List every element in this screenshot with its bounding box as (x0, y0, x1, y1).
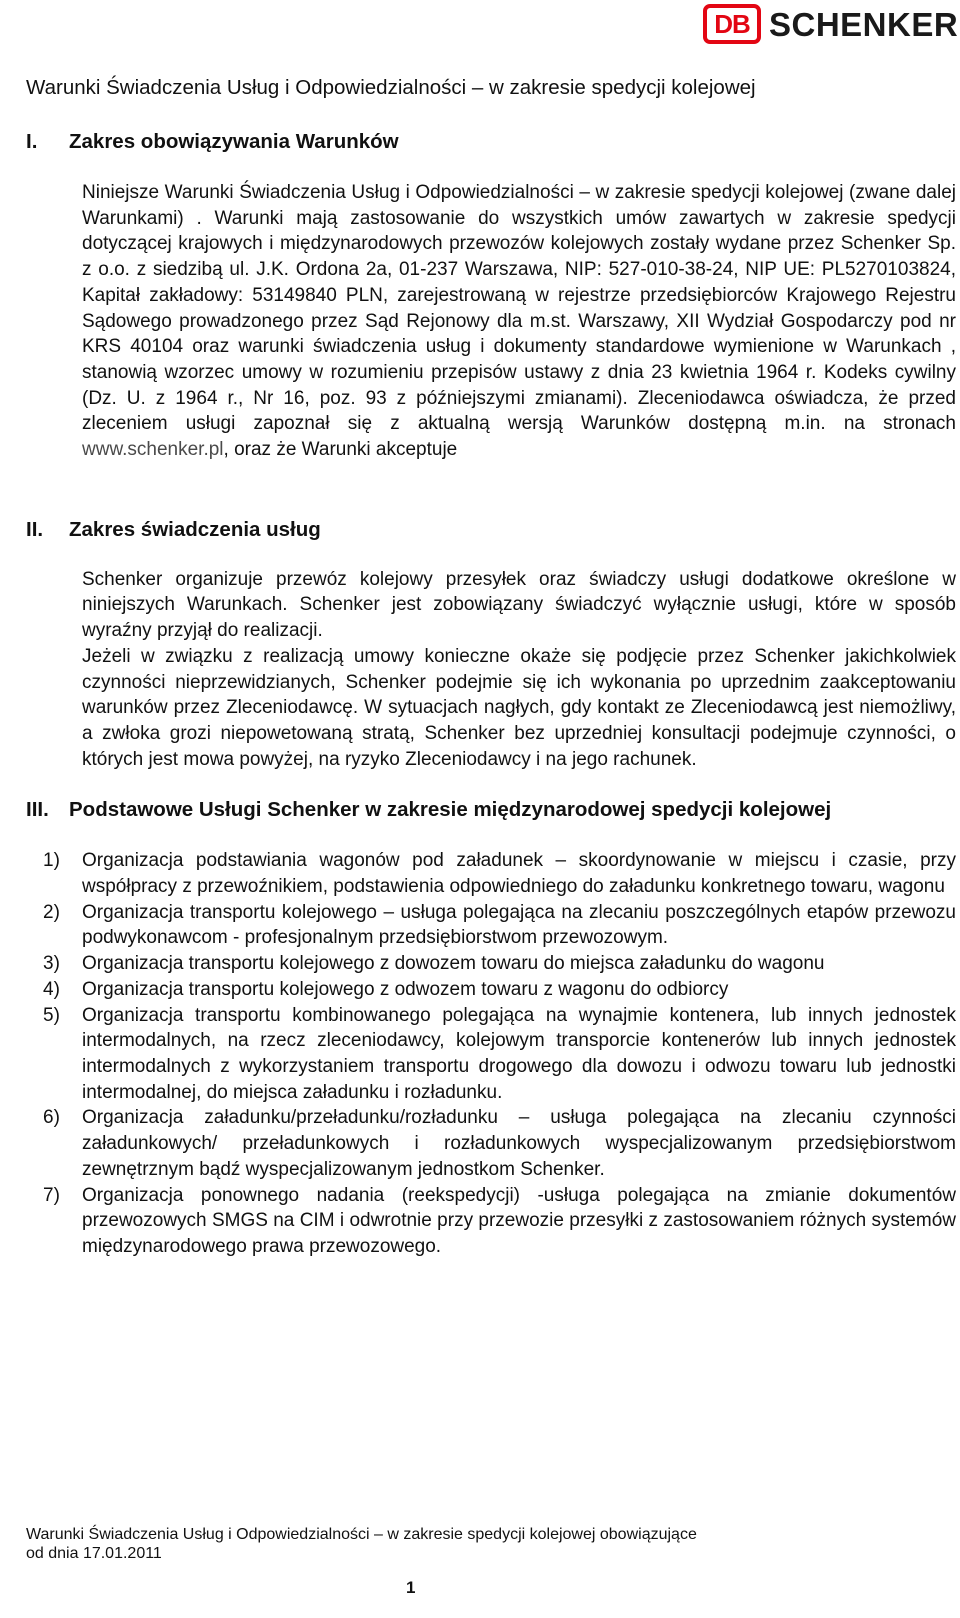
services-list (26, 848, 956, 1259)
db-schenker-logo (703, 2, 958, 46)
list-item-number: 7) (43, 1184, 60, 1206)
document-title: Warunki Świadczenia Usług i Odpowiedzialności – w zakresie spedycji kolejowej (26, 76, 756, 99)
footer-line-1: Warunki Świadczenia Usług i Odpowiedzialności – w zakresie spedycji kolejowej obowiązujące (26, 1526, 697, 1543)
section-3-number: III. (26, 798, 49, 822)
list-item-text: Organizacja transportu kolejowego z odwozem towaru z wagonu do odbiorcy (82, 978, 729, 1000)
list-item (26, 1105, 956, 1182)
section-1-number: I. (26, 130, 38, 153)
list-item (26, 848, 956, 899)
list-item (26, 1003, 956, 1106)
footer-line-2: od dnia 17.01.2011 (26, 1545, 162, 1562)
section-2-number: II. (26, 517, 44, 541)
list-item-text: Organizacja transportu kombinowanego polegająca na wynajmie kontenera, lub innych jednostek intermodalnych, na rzecz zleceniodawcy, kolejowym transporcie kontenerów lub innych jednostek intermodalnych z wykorzystaniem transportu drogowego dla dowozu i odwozu towaru lub jednostki intermodalnej, do miejsca załadunku i rozładunku. (82, 1004, 956, 1103)
page-footer (26, 1525, 846, 1563)
section-3-heading (26, 796, 956, 823)
section-3-title: Podstawowe Usługi Schenker w zakresie międzynarodowej spedycji kolejowej (69, 798, 832, 822)
db-logo-text: DB (714, 9, 750, 39)
section-1-heading (26, 128, 956, 155)
list-item-text: Organizacja transportu kolejowego – usługa polegająca na zlecaniu poszczególnych etapów przewozu podwykonawcom - profesjonalnym przedsiębiorstwom przewozowym. (82, 901, 956, 949)
section-2-paragraph-1: Schenker organizuje przewóz kolejowy przesyłek oraz świadczy usługi dodatkowe określone w niniejszych Warunkach. Schenker jest zobowiązany świadczyć wyłącznie usługi, które w sposób wyraźny przyjął do realizacji. (82, 568, 956, 642)
list-item-number: 3) (43, 953, 60, 975)
list-item-number: 1) (43, 850, 60, 872)
list-item (26, 977, 956, 1003)
list-item-number: 2) (43, 901, 60, 923)
list-item (26, 1183, 956, 1260)
document-body (26, 74, 956, 1260)
list-item-number: 4) (43, 978, 60, 1000)
list-item-text: Organizacja transportu kolejowego z dowozem towaru do miejsca załadunku do wagonu (82, 953, 825, 975)
list-item-text: Organizacja podstawiania wagonów pod załadunek – skoordynowanie w miejscu i czasie, przy współpracy z przewoźnikiem, podstawienia odpowiedniego do załadunku konkretnego towaru, wagonu (82, 850, 956, 898)
schenker-website-link[interactable]: www.schenker.pl (82, 439, 224, 461)
section-2-paragraph-2: Jeżeli w związku z realizacją umowy konieczne okaże się podjęcie przez Schenker jakichkolwiek czynności nieprzewidzianych, Schenker podejmie się ich wykonania po uprzednim zaakceptowaniu warunków przez Zleceniodawcę. W sytuacjach nagłych, gdy kontakt ze Zleceniodawcą jest niemożliwy, a zwłoka grozi niepowetowaną stratą, Schenker bez uprzedniej konsultacji podejmuje czynności, o których jest mowa powyżej, na ryzyko Zleceniodawcy i na jego rachunek. (82, 645, 956, 770)
list-item (26, 951, 956, 977)
list-item-text: Organizacja ponownego nadania (reekspedycji) -usługa polegająca na zmianie dokumentów przewozowych SMGS na CIM i odwrotnie przy przewozie przesyłki z zastosowaniem różnych systemów międzynarodowego prawa przewozowego. (82, 1184, 956, 1257)
list-item-number: 6) (43, 1107, 60, 1129)
section-1-title: Zakres obowiązywania Warunków (69, 130, 399, 153)
db-logo-box (703, 4, 761, 44)
section-1-text-tail: , oraz że Warunki akceptuje (223, 439, 458, 461)
section-2-heading (26, 516, 956, 543)
page-number: 1 (406, 1578, 416, 1597)
list-item-number: 5) (43, 1004, 60, 1026)
schenker-wordmark: SCHENKER (769, 5, 959, 43)
list-item-text: Organizacja załadunku/przeładunku/rozładunku – usługa polegająca na zlecaniu czynności załadunkowych/ przeładunkowych i rozładunkowych wyspecjalizowanym przedsiębiorstwom zewnętrznym bądź wyspecjalizowanym jednostkom Schenker. (82, 1107, 956, 1180)
section-2-title: Zakres świadczenia usług (69, 517, 321, 541)
section-1-text: Niniejsze Warunki Świadczenia Usług i Odpowiedzialności – w zakresie spedycji kolejowej (zwane dalej Warunkami) . Warunki mają zastosowanie do wszystkich umów zawartych w zakresie spedycji dotyczącej krajowych i międzynarodowych przewozów kolejowych zostały wydane przez Schenker Sp. z o.o. z siedzibą ul. J.K. Ordona 2a, 01-237 Warszawa, NIP: 527-010-38-24, NIP UE: PL5270103824, Kapitał zakładowy: 53149840 PLN, zarejestrowaną w rejestrze przedsiębiorców Krajowego Rejestru Sądowego prowadzonego przez Sąd Rejonowy dla m.st. Warszawy, XII Wydział Gospodarczy pod nr KRS 40104 oraz warunki świadczenia usług i dokumenty standardowe wymienione w Warunkach , stanowią wzorzec umowy w rozumieniu przepisów ustawy z dnia 23 kwietnia 1964 r. Kodeks cywilny (Dz. U. z 1964 r., Nr 16, poz. 93 z późniejszymi zmianami). Zleceniodawca oświadcza, że przed zleceniem usługi zapoznał się z aktualną wersją Warunków dostępną m.in. na stronach (82, 182, 956, 435)
list-item (26, 900, 956, 951)
section-1-paragraph (82, 180, 956, 463)
